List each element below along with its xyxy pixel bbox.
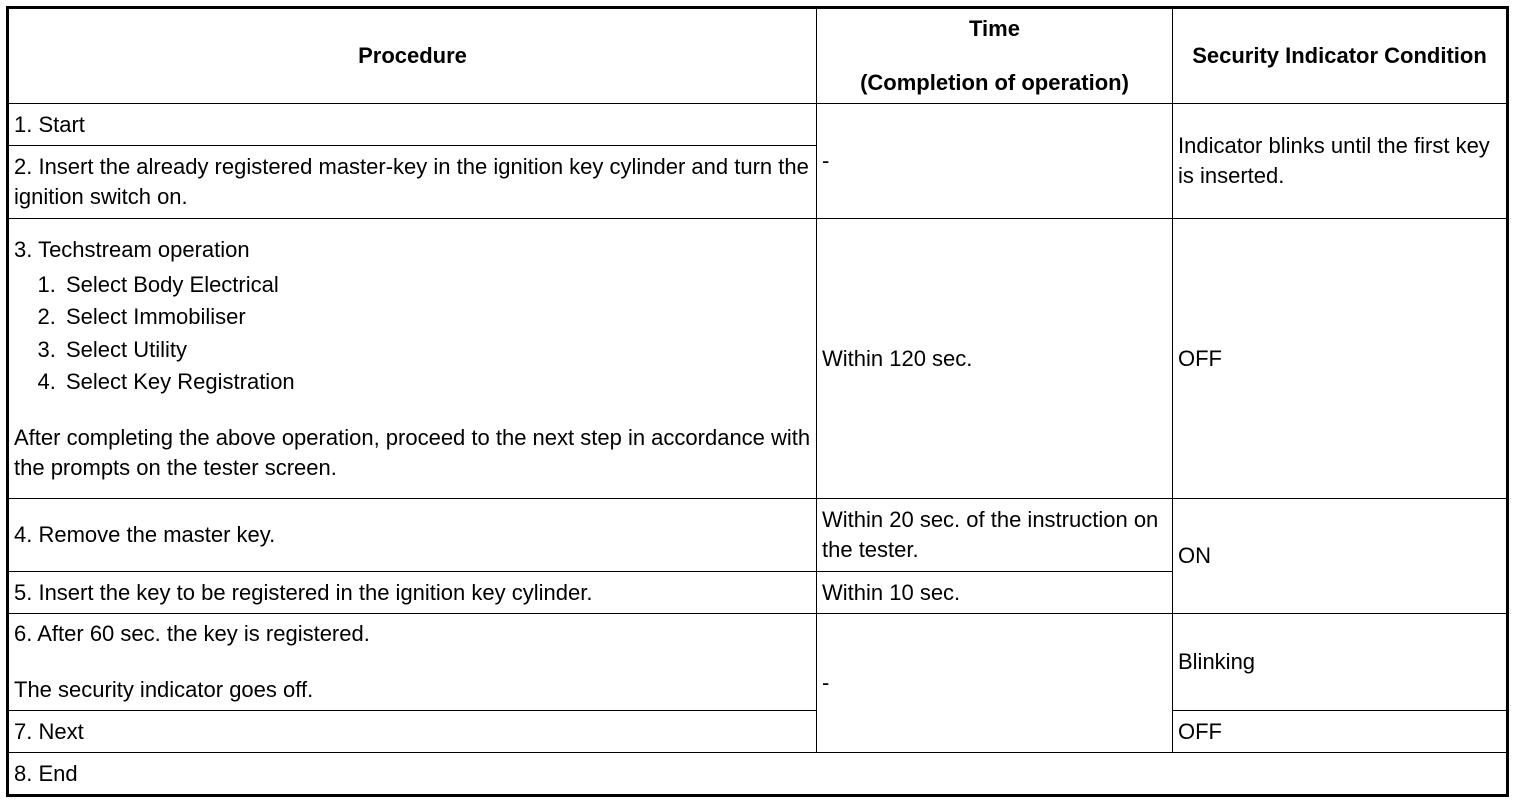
procedure-cell: 1. Start (8, 104, 817, 146)
procedure-note: After completing the above operation, proceed to the next step in accordance with the prompts on the tester screen. (14, 424, 811, 480)
indicator-cell: OFF (1173, 219, 1508, 499)
time-cell: - (817, 104, 1173, 219)
procedure-cell (8, 219, 817, 499)
key-registration-table (6, 6, 1509, 797)
table-row (8, 219, 1508, 499)
list-item: 3. Select Utility (62, 334, 811, 367)
procedure-cell: 5. Insert the key to be registered in the ignition key cylinder. (8, 572, 817, 614)
table-row (8, 499, 1508, 572)
header-time (817, 8, 1173, 104)
procedure-line: 6. After 60 sec. the key is registered. (14, 621, 370, 646)
header-row (8, 8, 1508, 104)
time-cell: Within 120 sec. (817, 219, 1173, 499)
table-row (8, 104, 1508, 146)
list-item: 4. Select Key Registration (62, 366, 811, 399)
header-procedure: Procedure (8, 8, 817, 104)
header-time-label: Time (969, 16, 1020, 41)
time-cell: Within 10 sec. (817, 572, 1173, 614)
header-indicator: Security Indicator Condition (1173, 8, 1508, 104)
indicator-cell: ON (1173, 499, 1508, 614)
table-row (8, 711, 1508, 753)
procedure-cell: 2. Insert the already registered master-key in the ignition key cylinder and turn the ignition switch on. (8, 146, 817, 219)
table-row (8, 753, 1508, 796)
indicator-cell: Indicator blinks until the first key is inserted. (1173, 104, 1508, 219)
time-cell: Within 20 sec. of the instruction on the tester. (817, 499, 1173, 572)
procedure-cell: 8. End (8, 753, 1508, 796)
list-item: 1. Select Body Electrical (62, 269, 811, 302)
procedure-title: 3. Techstream operation (14, 236, 250, 262)
time-cell: - (817, 614, 1173, 753)
procedure-cell: 7. Next (8, 711, 817, 753)
table-row (8, 614, 1508, 711)
indicator-cell: Blinking (1173, 614, 1508, 711)
indicator-cell: OFF (1173, 711, 1508, 753)
procedure-cell: 4. Remove the master key. (8, 499, 817, 572)
procedure-steps (14, 269, 811, 399)
list-item: 2. Select Immobiliser (62, 301, 811, 334)
header-time-sublabel: (Completion of operation) (860, 70, 1129, 95)
procedure-cell (8, 614, 817, 711)
procedure-line: The security indicator goes off. (14, 677, 314, 702)
